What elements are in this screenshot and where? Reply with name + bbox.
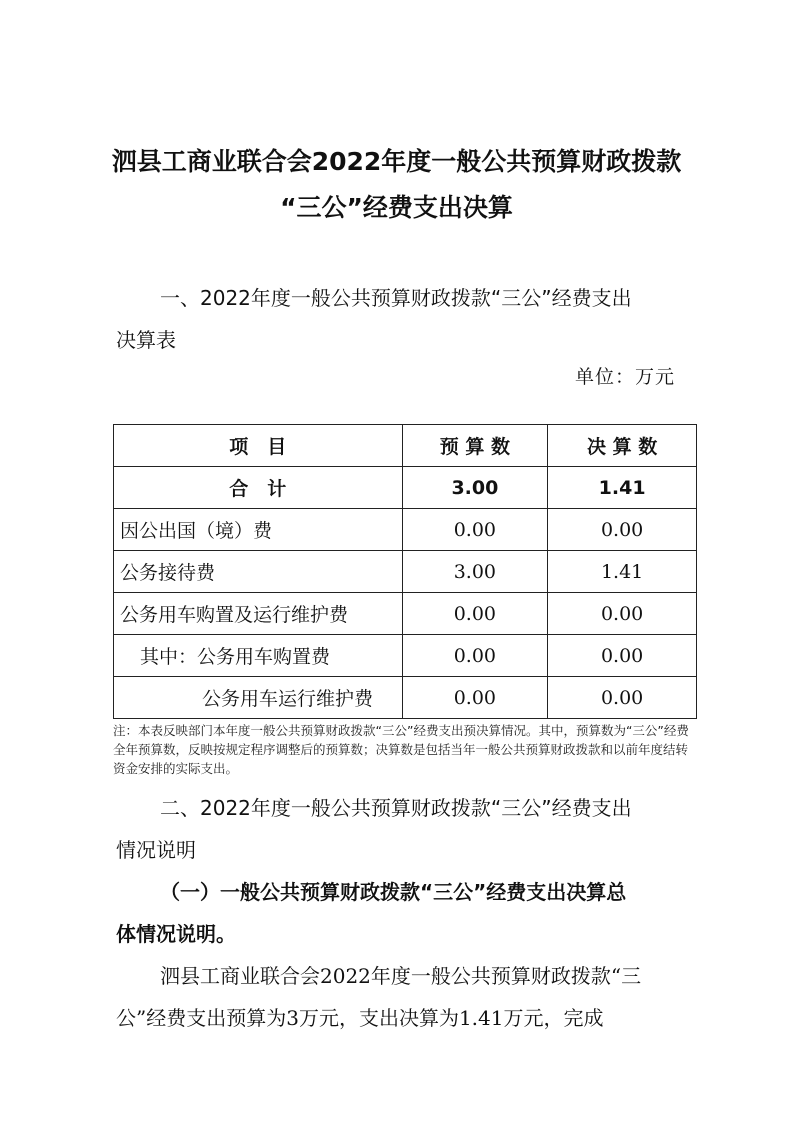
row-item: 公务用车购置及运行维护费 bbox=[114, 593, 403, 635]
unit-label: 单位：万元 bbox=[574, 366, 675, 388]
table-header-row bbox=[114, 425, 697, 467]
row-budget: 3.00 bbox=[402, 551, 548, 593]
document-title-line2: “三公”经费支出决算 bbox=[280, 193, 513, 222]
row-final: 0.00 bbox=[548, 677, 697, 719]
table-row-total bbox=[114, 467, 697, 509]
table-row bbox=[114, 593, 697, 635]
row-item: 其中：公务用车购置费 bbox=[114, 635, 403, 677]
body-paragraph-line2: 公”经费支出预算为3万元，支出决算为1.41万元，完成 bbox=[116, 1006, 604, 1030]
subsection1-heading-cont: 体情况说明。 bbox=[116, 922, 236, 946]
table-row bbox=[114, 677, 697, 719]
document-title-line1: 泗县工商业联合会2022年度一般公共预算财政拨款 bbox=[111, 147, 682, 176]
row-item: 因公出国（境）费 bbox=[114, 509, 403, 551]
header-final: 决 算 数 bbox=[548, 425, 697, 467]
section1-heading-cont: 决算表 bbox=[116, 328, 176, 352]
section2-heading-cont: 情况说明 bbox=[116, 838, 196, 862]
table-note: 注：本表反映部门本年度一般公共预算财政拨款“三公”经费支出预决算情况。其中，预算数为“三公”经费全年预算数，反映按规定程序调整后的预算数；决算数是包括当年一般公共预算财政拨款和以前年度结转资金安排的实际支出。 bbox=[113, 723, 689, 776]
header-item: 项 目 bbox=[114, 425, 403, 467]
header-budget: 预 算 数 bbox=[402, 425, 548, 467]
row-final: 0.00 bbox=[548, 593, 697, 635]
section2-heading: 二、2022年度一般公共预算财政拨款“三公”经费支出 bbox=[160, 796, 632, 820]
row-budget: 3.00 bbox=[402, 467, 548, 509]
table-row bbox=[114, 509, 697, 551]
table-row bbox=[114, 635, 697, 677]
row-item: 合 计 bbox=[114, 467, 403, 509]
row-item: 公务用车运行维护费 bbox=[114, 677, 403, 719]
body-paragraph-line1: 泗县工商业联合会2022年度一般公共预算财政拨款“三 bbox=[160, 964, 642, 988]
row-final: 1.41 bbox=[548, 551, 697, 593]
row-item: 公务接待费 bbox=[114, 551, 403, 593]
row-budget: 0.00 bbox=[402, 677, 548, 719]
row-budget: 0.00 bbox=[402, 593, 548, 635]
subsection1-heading: （一）一般公共预算财政拨款“三公”经费支出决算总 bbox=[160, 880, 627, 904]
row-budget: 0.00 bbox=[402, 509, 548, 551]
row-final: 1.41 bbox=[548, 467, 697, 509]
row-final: 0.00 bbox=[548, 635, 697, 677]
row-final: 0.00 bbox=[548, 509, 697, 551]
table-row bbox=[114, 551, 697, 593]
budget-table bbox=[113, 424, 697, 719]
row-budget: 0.00 bbox=[402, 635, 548, 677]
section1-heading: 一、2022年度一般公共预算财政拨款“三公”经费支出 bbox=[160, 286, 632, 310]
